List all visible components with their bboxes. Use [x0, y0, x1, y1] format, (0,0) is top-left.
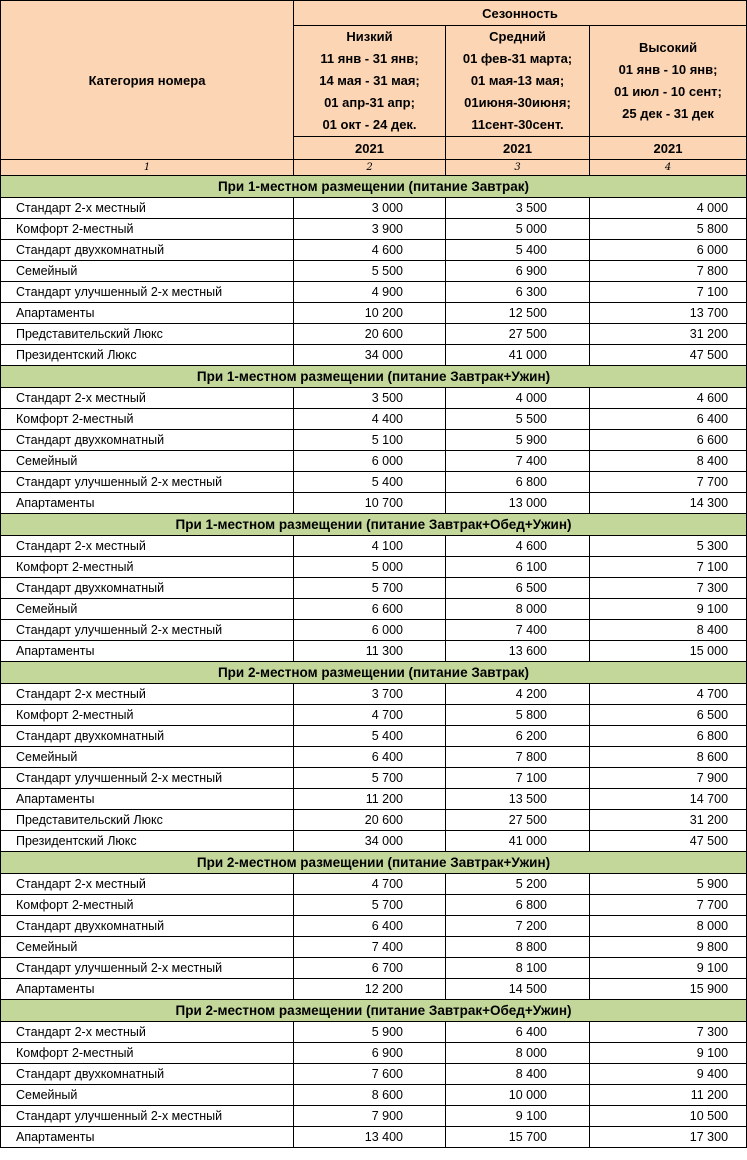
price-low-cell: 3 500 [294, 388, 446, 409]
section-header-row [1, 514, 747, 536]
price-high-cell: 6 500 [590, 705, 747, 726]
price-mid-cell: 41 000 [446, 831, 590, 852]
price-low-cell: 5 000 [294, 557, 446, 578]
season-high-header [590, 26, 747, 137]
price-high-cell: 11 200 [590, 1085, 747, 1106]
room-category-cell: Комфорт 2-местный [1, 409, 294, 430]
room-category-cell: Стандарт двухкомнатный [1, 726, 294, 747]
price-mid-cell: 4 000 [446, 388, 590, 409]
column-number: 1 [1, 160, 294, 176]
price-low-cell: 5 500 [294, 261, 446, 282]
price-high-cell: 5 300 [590, 536, 747, 557]
price-mid-cell: 6 100 [446, 557, 590, 578]
room-category-cell: Семейный [1, 599, 294, 620]
price-mid-cell: 5 500 [446, 409, 590, 430]
seasonality-header: Сезонность [294, 1, 747, 26]
room-category-cell: Стандарт двухкомнатный [1, 240, 294, 261]
room-category-cell: Стандарт 2-х местный [1, 874, 294, 895]
table-row [1, 684, 747, 705]
table-row [1, 620, 747, 641]
price-high-cell: 7 300 [590, 1022, 747, 1043]
price-low-cell: 5 700 [294, 768, 446, 789]
table-row [1, 303, 747, 324]
price-mid-cell: 10 000 [446, 1085, 590, 1106]
season-period: 14 мая - 31 мая; [319, 73, 420, 88]
price-low-cell: 5 900 [294, 1022, 446, 1043]
table-row [1, 789, 747, 810]
section-header-row [1, 1000, 747, 1022]
price-low-cell: 34 000 [294, 345, 446, 366]
price-high-cell: 17 300 [590, 1127, 747, 1148]
price-low-cell: 4 900 [294, 282, 446, 303]
section-header-row [1, 662, 747, 684]
room-category-cell: Апартаменты [1, 1127, 294, 1148]
price-mid-cell: 6 400 [446, 1022, 590, 1043]
room-category-cell: Стандарт 2-х местный [1, 684, 294, 705]
table-row [1, 324, 747, 345]
section-title: При 1-местном размещении (питание Завтрак+Обед+Ужин) [1, 514, 747, 536]
table-row [1, 1085, 747, 1106]
room-category-cell: Стандарт улучшенный 2-х местный [1, 620, 294, 641]
season-period: 01июня-30июня; [464, 95, 571, 110]
price-low-cell: 7 900 [294, 1106, 446, 1127]
room-category-cell: Стандарт 2-х местный [1, 198, 294, 219]
price-high-cell: 31 200 [590, 810, 747, 831]
price-mid-cell: 8 400 [446, 1064, 590, 1085]
room-category-cell: Президентский Люкс [1, 345, 294, 366]
price-high-cell: 6 400 [590, 409, 747, 430]
room-category-cell: Апартаменты [1, 641, 294, 662]
table-row [1, 726, 747, 747]
table-row [1, 874, 747, 895]
room-category-cell: Стандарт двухкомнатный [1, 430, 294, 451]
season-name: Низкий [346, 29, 393, 44]
category-header: Категория номера [1, 1, 294, 160]
price-mid-cell: 5 800 [446, 705, 590, 726]
price-mid-cell: 7 200 [446, 916, 590, 937]
price-low-cell: 13 400 [294, 1127, 446, 1148]
table-row [1, 1022, 747, 1043]
season-period: 01 июл - 10 сент; [614, 84, 722, 99]
price-low-cell: 4 600 [294, 240, 446, 261]
price-high-cell: 7 100 [590, 557, 747, 578]
room-category-cell: Стандарт 2-х местный [1, 388, 294, 409]
room-category-cell: Стандарт двухкомнатный [1, 578, 294, 599]
price-low-cell: 8 600 [294, 1085, 446, 1106]
price-mid-cell: 27 500 [446, 324, 590, 345]
room-category-cell: Комфорт 2-местный [1, 557, 294, 578]
room-category-cell: Стандарт улучшенный 2-х местный [1, 1106, 294, 1127]
price-high-cell: 13 700 [590, 303, 747, 324]
price-high-cell: 5 900 [590, 874, 747, 895]
price-high-cell: 5 800 [590, 219, 747, 240]
price-high-cell: 6 800 [590, 726, 747, 747]
room-category-cell: Стандарт двухкомнатный [1, 1064, 294, 1085]
price-high-cell: 6 000 [590, 240, 747, 261]
price-mid-cell: 6 900 [446, 261, 590, 282]
price-mid-cell: 5 900 [446, 430, 590, 451]
table-body [1, 176, 747, 1148]
price-low-cell: 6 400 [294, 916, 446, 937]
season-period: 11 янв - 31 янв; [320, 51, 419, 66]
year-mid: 2021 [446, 137, 590, 160]
price-mid-cell: 27 500 [446, 810, 590, 831]
room-category-cell: Стандарт улучшенный 2-х местный [1, 958, 294, 979]
column-number: 2 [294, 160, 446, 176]
table-row [1, 219, 747, 240]
room-category-cell: Комфорт 2-местный [1, 705, 294, 726]
price-mid-cell: 9 100 [446, 1106, 590, 1127]
price-high-cell: 7 100 [590, 282, 747, 303]
room-category-cell: Стандарт двухкомнатный [1, 916, 294, 937]
season-low-header [294, 26, 446, 137]
price-high-cell: 9 100 [590, 599, 747, 620]
price-low-cell: 4 700 [294, 705, 446, 726]
season-name: Средний [489, 29, 546, 44]
price-mid-cell: 6 800 [446, 895, 590, 916]
price-mid-cell: 7 800 [446, 747, 590, 768]
price-mid-cell: 7 100 [446, 768, 590, 789]
price-high-cell: 15 900 [590, 979, 747, 1000]
season-period: 01 окт - 24 дек. [322, 117, 417, 132]
price-high-cell: 10 500 [590, 1106, 747, 1127]
room-category-cell: Семейный [1, 747, 294, 768]
price-mid-cell: 8 100 [446, 958, 590, 979]
table-row [1, 345, 747, 366]
season-period: 11сент-30сент. [471, 117, 564, 132]
price-mid-cell: 15 700 [446, 1127, 590, 1148]
table-row [1, 1127, 747, 1148]
price-high-cell: 7 800 [590, 261, 747, 282]
column-number: 3 [446, 160, 590, 176]
price-low-cell: 3 700 [294, 684, 446, 705]
price-high-cell: 7 300 [590, 578, 747, 599]
price-mid-cell: 6 200 [446, 726, 590, 747]
room-category-cell: Семейный [1, 451, 294, 472]
price-low-cell: 5 100 [294, 430, 446, 451]
room-category-cell: Стандарт улучшенный 2-х местный [1, 768, 294, 789]
price-high-cell: 7 700 [590, 895, 747, 916]
price-mid-cell: 13 000 [446, 493, 590, 514]
season-period: 01 апр-31 апр; [324, 95, 415, 110]
section-header-row [1, 176, 747, 198]
room-category-cell: Семейный [1, 261, 294, 282]
price-high-cell: 4 700 [590, 684, 747, 705]
table-row [1, 1064, 747, 1085]
column-number-row [1, 160, 747, 176]
table-row [1, 747, 747, 768]
column-number: 4 [590, 160, 747, 176]
price-low-cell: 20 600 [294, 810, 446, 831]
price-high-cell: 9 100 [590, 958, 747, 979]
price-low-cell: 6 600 [294, 599, 446, 620]
table-row [1, 536, 747, 557]
price-high-cell: 8 000 [590, 916, 747, 937]
table-row [1, 198, 747, 219]
room-category-cell: Президентский Люкс [1, 831, 294, 852]
price-low-cell: 4 400 [294, 409, 446, 430]
price-mid-cell: 6 800 [446, 472, 590, 493]
price-mid-cell: 5 000 [446, 219, 590, 240]
table-row [1, 1106, 747, 1127]
price-high-cell: 9 100 [590, 1043, 747, 1064]
price-mid-cell: 13 600 [446, 641, 590, 662]
season-mid-header [446, 26, 590, 137]
price-low-cell: 3 000 [294, 198, 446, 219]
price-low-cell: 6 000 [294, 451, 446, 472]
price-mid-cell: 4 600 [446, 536, 590, 557]
table-row [1, 261, 747, 282]
table-row [1, 768, 747, 789]
price-high-cell: 31 200 [590, 324, 747, 345]
room-category-cell: Стандарт 2-х местный [1, 1022, 294, 1043]
table-row [1, 916, 747, 937]
price-low-cell: 10 700 [294, 493, 446, 514]
year-low: 2021 [294, 137, 446, 160]
price-mid-cell: 5 200 [446, 874, 590, 895]
room-category-cell: Комфорт 2-местный [1, 219, 294, 240]
table-row [1, 282, 747, 303]
section-title: При 2-местном размещении (питание Завтрак+Ужин) [1, 852, 747, 874]
table-row [1, 578, 747, 599]
room-category-cell: Стандарт 2-х местный [1, 536, 294, 557]
price-high-cell: 8 400 [590, 451, 747, 472]
table-row [1, 937, 747, 958]
table-row [1, 895, 747, 916]
section-header-row [1, 366, 747, 388]
price-mid-cell: 3 500 [446, 198, 590, 219]
price-mid-cell: 8 800 [446, 937, 590, 958]
table-row [1, 641, 747, 662]
season-period: 01 янв - 10 янв; [618, 62, 718, 77]
price-high-cell: 15 000 [590, 641, 747, 662]
season-period: 01 мая-13 мая; [470, 73, 565, 88]
price-mid-cell: 12 500 [446, 303, 590, 324]
price-low-cell: 11 300 [294, 641, 446, 662]
table-row [1, 240, 747, 261]
table-row [1, 705, 747, 726]
table-row [1, 599, 747, 620]
table-row [1, 388, 747, 409]
price-high-cell: 4 000 [590, 198, 747, 219]
price-mid-cell: 8 000 [446, 599, 590, 620]
table-row [1, 451, 747, 472]
season-name: Высокий [638, 40, 698, 55]
season-period: 01 фев-31 марта; [462, 51, 573, 66]
price-low-cell: 5 700 [294, 578, 446, 599]
price-mid-cell: 41 000 [446, 345, 590, 366]
price-mid-cell: 5 400 [446, 240, 590, 261]
price-mid-cell: 7 400 [446, 620, 590, 641]
price-low-cell: 6 700 [294, 958, 446, 979]
table-row [1, 430, 747, 451]
table-row [1, 810, 747, 831]
price-low-cell: 10 200 [294, 303, 446, 324]
section-title: При 1-местном размещении (питание Завтрак+Ужин) [1, 366, 747, 388]
room-category-cell: Стандарт улучшенный 2-х местный [1, 472, 294, 493]
price-low-cell: 4 700 [294, 874, 446, 895]
price-high-cell: 47 500 [590, 345, 747, 366]
room-category-cell: Апартаменты [1, 303, 294, 324]
price-low-cell: 20 600 [294, 324, 446, 345]
section-title: При 2-местном размещении (питание Завтрак+Обед+Ужин) [1, 1000, 747, 1022]
price-low-cell: 5 400 [294, 472, 446, 493]
room-category-cell: Стандарт улучшенный 2-х местный [1, 282, 294, 303]
room-category-cell: Комфорт 2-местный [1, 1043, 294, 1064]
price-low-cell: 5 700 [294, 895, 446, 916]
price-high-cell: 6 600 [590, 430, 747, 451]
price-high-cell: 9 400 [590, 1064, 747, 1085]
price-high-cell: 9 800 [590, 937, 747, 958]
price-mid-cell: 6 300 [446, 282, 590, 303]
price-high-cell: 7 700 [590, 472, 747, 493]
section-header-row [1, 852, 747, 874]
table-row [1, 557, 747, 578]
price-low-cell: 11 200 [294, 789, 446, 810]
price-mid-cell: 14 500 [446, 979, 590, 1000]
section-title: При 2-местном размещении (питание Завтрак) [1, 662, 747, 684]
season-period: 25 дек - 31 дек [622, 106, 714, 121]
price-high-cell: 7 900 [590, 768, 747, 789]
section-title: При 1-местном размещении (питание Завтрак) [1, 176, 747, 198]
price-high-cell: 47 500 [590, 831, 747, 852]
table-row [1, 493, 747, 514]
room-category-cell: Апартаменты [1, 979, 294, 1000]
table-row [1, 409, 747, 430]
price-low-cell: 7 600 [294, 1064, 446, 1085]
price-low-cell: 12 200 [294, 979, 446, 1000]
price-high-cell: 14 700 [590, 789, 747, 810]
price-low-cell: 6 400 [294, 747, 446, 768]
room-category-cell: Апартаменты [1, 493, 294, 514]
price-low-cell: 3 900 [294, 219, 446, 240]
price-mid-cell: 13 500 [446, 789, 590, 810]
room-category-cell: Семейный [1, 1085, 294, 1106]
room-category-cell: Семейный [1, 937, 294, 958]
price-mid-cell: 7 400 [446, 451, 590, 472]
price-low-cell: 7 400 [294, 937, 446, 958]
price-low-cell: 4 100 [294, 536, 446, 557]
price-low-cell: 34 000 [294, 831, 446, 852]
room-category-cell: Представительский Люкс [1, 324, 294, 345]
price-high-cell: 8 600 [590, 747, 747, 768]
table-row [1, 831, 747, 852]
table-row [1, 979, 747, 1000]
price-high-cell: 8 400 [590, 620, 747, 641]
price-mid-cell: 6 500 [446, 578, 590, 599]
table-row [1, 1043, 747, 1064]
price-high-cell: 14 300 [590, 493, 747, 514]
room-category-cell: Комфорт 2-местный [1, 895, 294, 916]
room-category-cell: Апартаменты [1, 789, 294, 810]
price-low-cell: 6 900 [294, 1043, 446, 1064]
table-row [1, 472, 747, 493]
price-mid-cell: 8 000 [446, 1043, 590, 1064]
price-low-cell: 5 400 [294, 726, 446, 747]
price-low-cell: 6 000 [294, 620, 446, 641]
room-category-cell: Представительский Люкс [1, 810, 294, 831]
year-high: 2021 [590, 137, 747, 160]
price-high-cell: 4 600 [590, 388, 747, 409]
table-row [1, 958, 747, 979]
price-mid-cell: 4 200 [446, 684, 590, 705]
